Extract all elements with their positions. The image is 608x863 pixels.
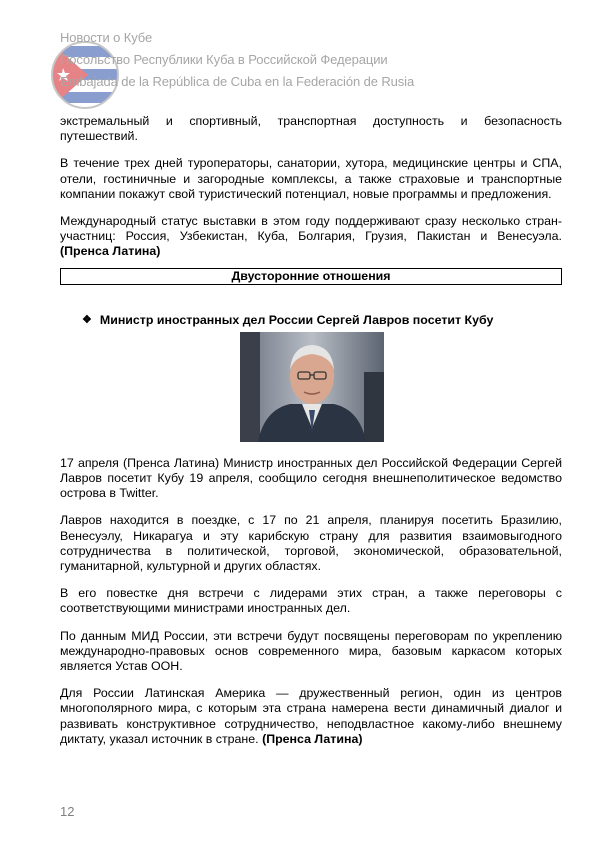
- header-embassy-ru: Посольство Республики Куба в Российской Федерации: [60, 52, 388, 67]
- document-header: [60, 28, 580, 98]
- article-title: Министр иностранных дел России Сергей Лавров посетит Кубу: [99, 312, 494, 327]
- source-label: (Пренса Латина): [60, 244, 161, 259]
- section-heading: Двусторонние отношения: [60, 268, 562, 285]
- paragraph: Лавров находится в поездке, с 17 по 21 апреля, планируя посетить Бразилию, Венесуэлу, Никарагуа и эту карибскую страну для развития взаимовыгодного сотрудничества в политической, торговой, экономической, образовательной, гуманитарной, культурной и других областях.: [60, 513, 562, 574]
- page-number: 12: [60, 804, 75, 819]
- paragraph: В его повестке дня встречи с лидерами этих стран, а также переговоры с соответствующими министрами иностранных дел.: [60, 586, 562, 616]
- header-embassy-es: Embajada de la República de Cuba en la Federación de Rusia: [60, 74, 415, 89]
- header-title: Новости о Кубе: [60, 30, 153, 45]
- document-body: [60, 114, 562, 759]
- paragraph: [60, 686, 562, 747]
- paragraph: 17 апреля (Пренса Латина) Министр иностранных дел Российской Федерации Сергей Лавров посетит Кубу 19 апреля, сообщило сегодня внешнеполитическое ведомство острова в Twitter.: [60, 455, 562, 501]
- paragraph: В течение трех дней туроператоры, санатории, хутора, медицинские центры и СПА, отели, гостиничные и загородные комплексы, а также страховые и транспортные компании покажут свой туристический потенциал, новые программы и предложения.: [60, 156, 562, 201]
- lavrov-portrait-photo: [240, 332, 384, 442]
- diamond-bullet-icon: ❖: [82, 313, 92, 326]
- paragraph: экстремальный и спортивный, транспортная доступность и безопасность путешествий.: [60, 114, 562, 144]
- article-title-row: [82, 313, 562, 328]
- paragraph-text: Для России Латинская Америка — дружественный регион, один из центров многополярного мира, с которым эта страна намерена вести динамичный диалог и развивать конструктивное сотрудничество, неподвластное какому-либо внешнему диктату, указал источник в стране.: [60, 686, 562, 746]
- paragraph: По данным МИД России, эти встречи будут посвящены переговорам по укреплению международно-правовых основ современного мира, базовым каркасом которых является Устав ООН.: [60, 628, 562, 674]
- paragraph-text: Международный статус выставки в этом году поддерживают сразу несколько стран-участниц: Россия, Узбекистан, Куба, Болгария, Грузия, Пакистан и Венесуэла.: [60, 214, 562, 244]
- source-label: (Пренса Латина): [262, 731, 363, 746]
- paragraph: [60, 214, 562, 260]
